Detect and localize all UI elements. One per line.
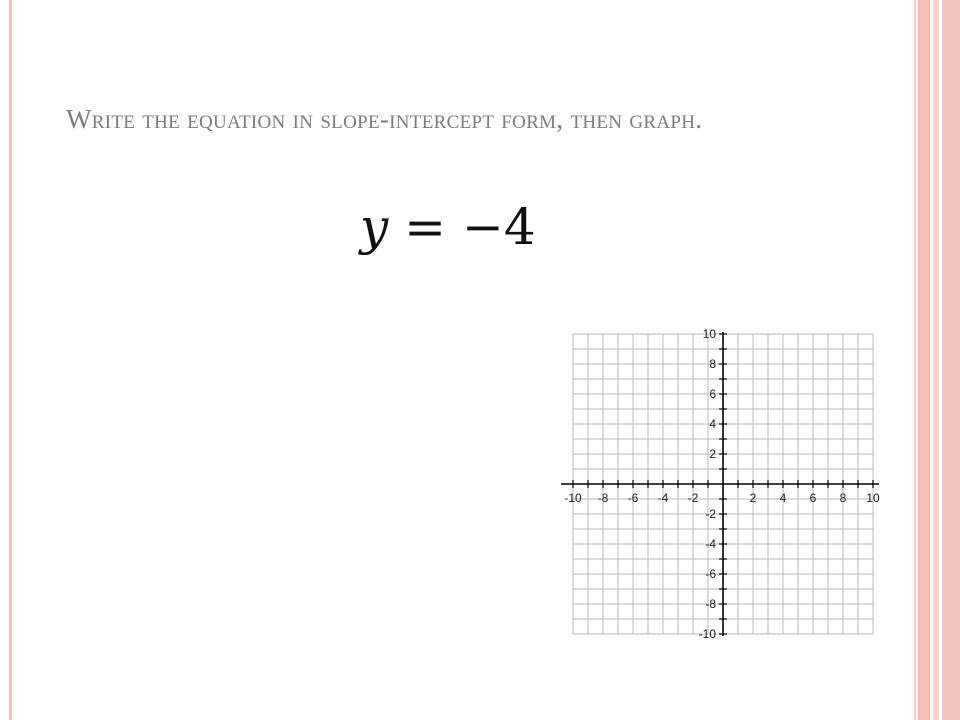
equation-operator: = <box>404 198 447 256</box>
right-decor-stripe <box>918 0 930 720</box>
x-tick-label: 8 <box>839 491 847 505</box>
x-tick-label: -10 <box>564 491 582 505</box>
slide-title: Write the equation in slope-intercept form, then graph. <box>66 104 703 134</box>
equation <box>360 198 536 256</box>
x-tick-label: -2 <box>687 491 699 505</box>
y-tick-label: -10 <box>698 627 716 641</box>
x-tick-label: -8 <box>597 491 609 505</box>
y-tick-label: -4 <box>705 537 716 551</box>
x-tick-label: 10 <box>866 491 880 505</box>
y-tick-label: 8 <box>709 357 716 371</box>
y-tick-label: 4 <box>709 417 716 431</box>
right-decor-stripe <box>914 0 916 720</box>
right-decor-stripe <box>933 0 939 720</box>
x-tick-label: 4 <box>779 491 787 505</box>
y-tick-label: -2 <box>705 507 716 521</box>
left-border-line <box>9 0 12 720</box>
y-tick-label: 2 <box>709 447 716 461</box>
right-decor-stripe <box>942 0 960 720</box>
x-tick-label: 2 <box>749 491 757 505</box>
x-tick-label: -4 <box>657 491 669 505</box>
y-tick-label: 6 <box>709 387 716 401</box>
coordinate-grid <box>555 322 895 652</box>
x-tick-label: 6 <box>809 491 817 505</box>
y-tick-label: -6 <box>705 567 716 581</box>
y-tick-label: 10 <box>702 327 716 341</box>
equation-variable: y <box>360 198 389 256</box>
x-tick-label: -6 <box>627 491 639 505</box>
y-tick-label: -8 <box>705 597 716 611</box>
equation-value: −4 <box>461 198 536 256</box>
axes <box>561 332 879 636</box>
